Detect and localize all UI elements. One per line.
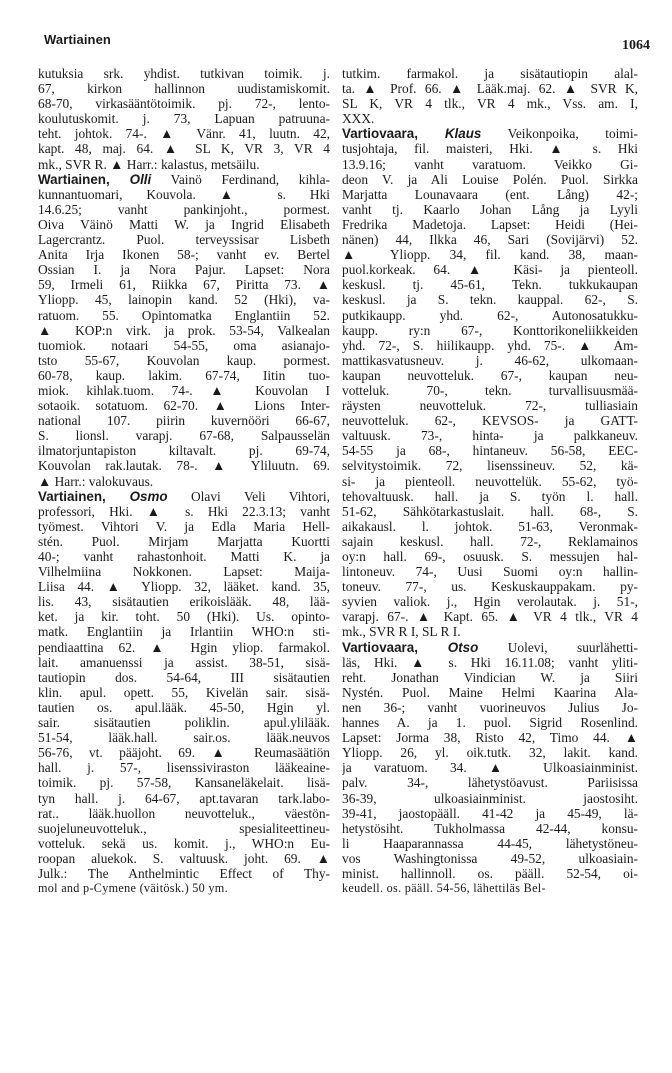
text-line: keudell. os. pääll. 54-56, lähettiläs Bel- xyxy=(342,881,546,896)
entry-heading-line xyxy=(342,126,638,141)
text-line: puol.korkeak. 64. ▲ Käsi- ja pienteoll. xyxy=(342,262,638,278)
entry-text: Vainö Ferdinand, kihla- xyxy=(151,171,330,187)
running-head: Wartiainen xyxy=(44,32,111,47)
text-line: mattikasvatusneuv. j. 46-62, ulkomaan- xyxy=(342,352,638,368)
text-line: ▲ Yliopp. 34, fil. kand. 38, maan- xyxy=(342,247,638,263)
entry-heading-line xyxy=(342,640,638,655)
text-line: lis. 43, sisätautien erikoislääk. 48, lää- xyxy=(38,594,330,610)
text-line: tuomiok. notaari 54-55, oma asianajo- xyxy=(38,337,330,353)
text-line: ja varatuom. 34. ▲ Ulkoasiainminist. xyxy=(342,760,638,776)
text-line: palv. 34-, lähetystöavust. Pariisissa xyxy=(342,775,638,791)
text-line: deon V. ja Ali Louise Polén. Puol. Sirkka xyxy=(342,171,638,187)
text-line: neuvotteluk. 62-, KEVSOS- ja GATT- xyxy=(342,413,638,429)
text-line: tautien os. apul.lääk. 45-50, Hgin yl. xyxy=(38,699,330,715)
text-line: 36-39, ulkoasiainminist. jaostosiht. xyxy=(342,790,638,806)
text-line: kaupp. ry:n 67-, Konttorikoneliikkeiden xyxy=(342,322,638,338)
text-line: pendiaattina 62. ▲ Hgin yliop. farmakol. xyxy=(38,639,330,655)
entry-surname: Vartiovaara, Klaus xyxy=(342,126,482,142)
text-line: tusjohtaja, fil. maisteri, Hki. ▲ s. Hki xyxy=(342,141,638,157)
text-line: ▲ Harr.: valokuvaus. xyxy=(38,473,154,489)
text-line: tutkim. farmakol. ja sisätautiopin alal- xyxy=(342,66,638,81)
text-line: sair. sisätautien poliklin. apul.ylilääk. xyxy=(38,715,330,731)
text-line: kaupan neuvotteluk. 67-, kaupan neu- xyxy=(342,367,638,383)
text-line: S. lionsl. varapj. 67-68, Salpausselän xyxy=(38,428,330,444)
text-line: syvien valiok. j., Hgin verolautak. j. 51-, xyxy=(342,594,638,610)
text-line: matk. Englantiin ja Irlantiin WHO:n sti- xyxy=(38,624,330,640)
text-line: nen 36-; vanht vuorineuvos Julius Jo- xyxy=(342,699,638,715)
text-line: Ossian I. ja Nora Pajur. Lapset: Nora xyxy=(38,262,330,278)
text-line: Liisa 44. ▲ Yliopp. 32, lääket. kand. 35, xyxy=(38,579,330,595)
text-line: ilmatorjuntapiston kiltavalt. pj. 69-74, xyxy=(38,443,330,459)
text-line: professori, Hki. ▲ s. Hki 22.3.13; vanht xyxy=(38,503,330,519)
text-line: 14.6.25; vanht pankinjoht., pormest. xyxy=(38,201,330,217)
text-line: stén. Puol. Mirjam Marjatta Kuortti xyxy=(38,533,330,549)
text-line: sajain keskusl. hall. 72-, Reklamainos xyxy=(342,533,638,549)
entry-first-name: Osmo xyxy=(129,488,168,504)
text-line: 56-76, vt. pääjoht. 69. ▲ Reumasäätiön xyxy=(38,745,330,761)
text-line: kunnantuomari, Kouvola. ▲ s. Hki xyxy=(38,186,330,202)
text-line: sotaoik. sotatuom. 62-70. ▲ Lions Inter- xyxy=(38,398,330,414)
text-line: 59, Irmeli 61, Riikka 67, Piritta 73. ▲ xyxy=(38,277,330,293)
text-line: si- ja pienteoll. neuvottelük. 55-62, työ- xyxy=(342,473,638,489)
text-line: oy:n hall. 69-, osuusk. S. messujen hal- xyxy=(342,549,638,564)
text-line: valtuusk. 73-, hinta- ja palkkaneuv. xyxy=(342,428,638,444)
text-line: tsto 55-67, Kouvolan kaup. pormest. xyxy=(38,352,330,368)
text-line: Vilhelmiina Nokkonen. Lapset: Maija- xyxy=(38,564,330,580)
text-line: Anita Irja Ikonen 58-; vanht ev. Bertel xyxy=(38,247,330,263)
text-line: Kouvolan rak.lautak. 78-. ▲ Yliluutn. 69. xyxy=(38,458,330,474)
text-line: 54-55 ja 68-, hintaneuv. 56-58, EEC- xyxy=(342,443,638,459)
text-line: räysten neuvotteluk. 72-, tulliasiain xyxy=(342,398,638,414)
text-line: hannes A. ja 1. puol. Sigrid Rosenlind. xyxy=(342,715,638,731)
text-line: Oiva Väinö Matti W. ja Ingrid Elisabeth xyxy=(38,216,330,232)
text-line: vanht tj. Kaarlo Johan Lång ja Lyyli xyxy=(342,201,638,217)
text-line: reht. Jonathan Vindician W. ja Siiri xyxy=(342,669,638,685)
text-line: selvitystoimik. 72, lisenssineuv. 52, kä- xyxy=(342,458,638,474)
entry-surname: Wartiainen, Olli xyxy=(38,171,152,187)
text-line: toimik. pj. 57-58, Kansaneläkelait. lisä- xyxy=(38,775,330,791)
text-line: 51-54, lääk.hall. sair.os. lääk.neuvos xyxy=(38,730,330,746)
entry-surname: Vartiainen, Osmo xyxy=(38,488,168,504)
text-line: Marjatta Lounavaara (ent. Lång) 42-; xyxy=(342,186,638,202)
text-line: tehovaltuusk. hall. ja S. työn l. hall. xyxy=(342,488,638,504)
text-line: hall. j. 57-, lisenssiviraston lääkeaine- xyxy=(38,760,330,776)
text-line: varapj. 67-. ▲ Kapt. 65. ▲ VR 4 tlk., VR 4 xyxy=(342,609,638,625)
text-line: 60-78, kaup. lakim. 67-74, Iitin tuo- xyxy=(38,367,330,383)
text-line: vos Washingtonissa 49-52, ulkoasiain- xyxy=(342,850,638,866)
text-line: Fredrika Madetoja. Lapset: Heidi (Hei- xyxy=(342,216,638,232)
text-line: keskusl. tj. 45-61, Tekn. tukkukaupan xyxy=(342,277,638,293)
text-line: votteluk. 70-, tekn. turvallisuusmää- xyxy=(342,382,638,398)
entry-heading-line xyxy=(38,489,330,504)
text-line: keskusl. ja S. tekn. kauppal. 62-, S. xyxy=(342,292,638,308)
text-line: yhd. 72-, S. hiilikaupp. yhd. 75-. ▲ Am- xyxy=(342,337,638,353)
text-line: XXX. xyxy=(342,111,375,127)
text-line: ta. ▲ Prof. 66. ▲ Lääk.maj. 62. ▲ SVR K, xyxy=(342,81,638,97)
entry-text: Uolevi, suurlähetti- xyxy=(478,639,638,655)
text-line: 40-; vanht rahastonhoit. Matti K. ja xyxy=(38,549,330,564)
text-line: suojeluneuvotteluk., spesialiteettineu- xyxy=(38,820,330,836)
text-line: hetystösiht. Tukholmassa 42-44, konsu- xyxy=(342,820,638,836)
text-line: mk., SVR R I, SL R I. xyxy=(342,624,461,640)
text-line: kutuksia srk. yhdist. tutkivan toimik. j. xyxy=(38,66,330,81)
text-line: Julk.: The Anthelmintic Effect of Thy- xyxy=(38,865,330,881)
text-line: Lapset: Jorma 38, Risto 42, Timo 44. ▲ xyxy=(342,730,638,746)
text-line: 67, kirkon hallinnon uudistamiskomit. xyxy=(38,81,330,97)
text-line: SL K, VR 4 tlk., VR 4 mk., Vss. am. I, xyxy=(342,96,638,112)
text-line: Yliopp. 26, yl. oik.tutk. 32, lakit. kand. xyxy=(342,745,638,761)
text-line: läs, Hki. ▲ s. Hki 16.11.08; vanht yliti- xyxy=(342,654,638,670)
entry-heading-line xyxy=(38,172,330,187)
entry-text: Veikonpoika, toimi- xyxy=(481,126,638,142)
text-line: putkikaupp. yhd. 62-, Autonosatukku- xyxy=(342,307,638,323)
text-line: national 107. piirin kuvernööri 66-67, xyxy=(38,413,330,429)
text-line: rat.. lääk.huollon neuvotteluk., väestön- xyxy=(38,805,330,821)
text-line: tyn hall. j. 64-67, apt.tavaran tark.labo- xyxy=(38,790,330,806)
text-line: mol and p-Cymene (väitösk.) 50 ym. xyxy=(38,881,228,896)
entry-surname: Vartiovaara, Otso xyxy=(342,639,479,655)
text-line: toneuv. 77-, us. Keskuskauppakam. py- xyxy=(342,579,638,595)
entry-first-name: Klaus xyxy=(444,126,482,142)
text-line: tautiopin dos. 54-64, III sisätautien xyxy=(38,669,330,685)
text-line: roopan aluekok. S. valtuusk. joht. 69. ▲ xyxy=(38,850,330,866)
text-line: klin. apul. opett. 55, Kivelän sair. sisä- xyxy=(38,684,330,700)
text-line: miok. kihlak.tuom. 74-. ▲ Kouvolan I xyxy=(38,382,330,398)
text-line: kapt. 48, maj. 64. ▲ SL K, VR 3, VR 4 xyxy=(38,141,330,157)
entry-text: Olavi Veli Vihtori, xyxy=(167,488,330,504)
text-line: Nystén. Puol. Maine Helmi Kaarina Ala- xyxy=(342,684,638,700)
entry-first-name: Olli xyxy=(129,171,152,187)
text-line: työmest. Vihtori V. ja Edla Maria Hell- xyxy=(38,518,330,534)
text-line: 68-70, virkasääntötoimik. pj. 72-, lento- xyxy=(38,96,330,112)
text-line: ratuom. 55. Opintomatka Englantiin 52. xyxy=(38,307,330,323)
text-line: nänen) 44, Ilkka 46, Sari (Sovijärvi) 52. xyxy=(342,232,638,248)
text-line: li Haaparannassa 44-45, lähetystöneu- xyxy=(342,835,638,851)
entry-first-name: Otso xyxy=(447,639,479,655)
text-line: 39-41, jaostopääll. 41-42 ja 45-49, lä- xyxy=(342,805,638,821)
text-line: aikakausl. l. johtok. 51-63, Veronmak- xyxy=(342,518,638,534)
page-number: 1064 xyxy=(622,38,650,53)
text-line: ▲ KOP:n virk. ja prok. 53-54, Valkealan xyxy=(38,322,330,338)
text-line: lait. amanuenssi ja assist. 38-51, sisä- xyxy=(38,654,330,670)
text-line: koulutuskomit. j. 73, Lapuan patruuna- xyxy=(38,111,330,127)
text-line: votteluk. sekä us. komit. j., WHO:n Eu- xyxy=(38,835,330,851)
text-line: Yliopp. 45, lainopin kand. 52 (Hki), va- xyxy=(38,292,330,308)
text-line: Lagercrantz. Puol. terveyssisar Lisbeth xyxy=(38,232,330,248)
text-line: minist. hallinnoll. os. pääll. 52-54, oi- xyxy=(342,865,638,881)
text-line: mk., SVR R. ▲ Harr.: kalastus, metsäilu. xyxy=(38,156,260,172)
text-line: ket. ja kir. toht. 50 (Hki). Us. opinto- xyxy=(38,609,330,625)
text-line: 13.9.16; vanht varatuom. Veikko Gi- xyxy=(342,156,638,172)
right-column xyxy=(342,66,638,896)
left-column xyxy=(38,66,330,896)
text-line: teht. johtok. 74-. ▲ Vänr. 41, luutn. 42, xyxy=(38,126,330,142)
text-line: 51-62, Sähkötarkastuslait. hall. 68-, S. xyxy=(342,503,638,519)
text-line: lintoneuv. 74-, Uusi Suomi oy:n hallin- xyxy=(342,564,638,580)
